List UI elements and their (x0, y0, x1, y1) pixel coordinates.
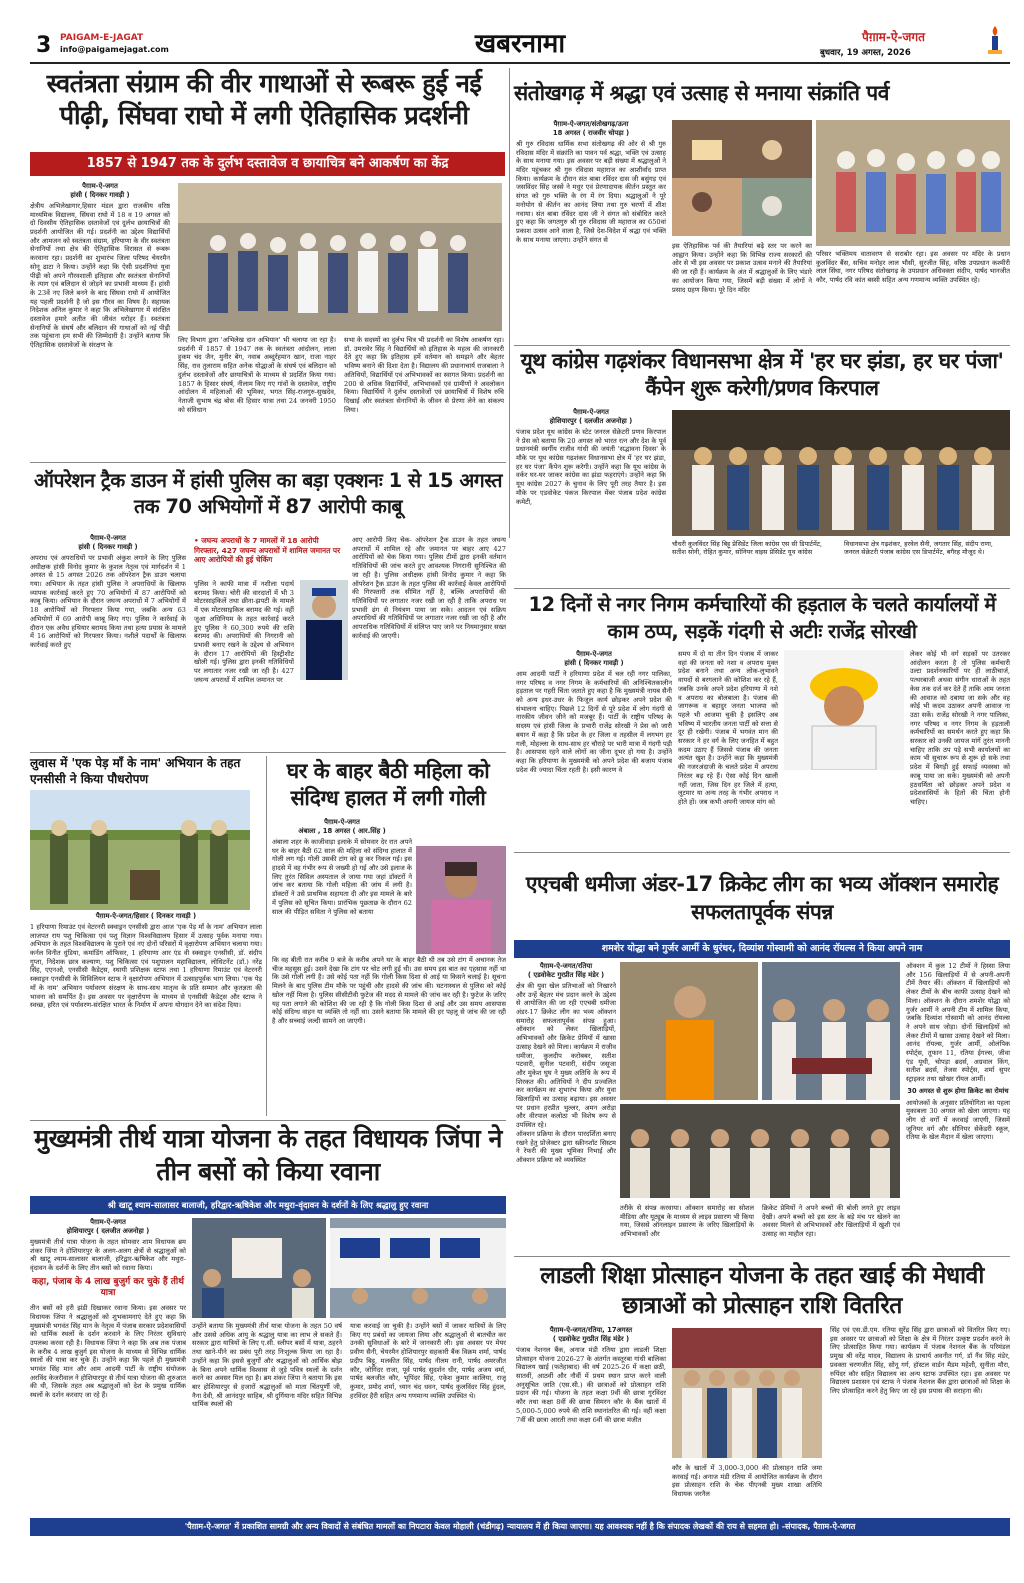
torch-logo (982, 24, 1008, 56)
a5-byline: पैग़ाम-ऐ-जगत/हिसार ( दिनकर गावड़ी ) (95, 912, 197, 920)
a2-col2: इस ऐतिहासिक पर्व की तैयारियां बढ़े स्तर पर करने का आह्वान किया। उन्होंने कहा कि विभिन्न राज्य सरकारों की ओर से भी इस अवसर पर प्रकाश उत्सव मनाने की तैयारियां की जा रही हैं। कार्यक्रम के अंत में श्रद्धालुओं के लिए भंडारे का आयोजन किया गया, जिसमें बड़ी संख्या में लोगों ने प्रसाद ग्रहण किया। पूरे दिन मंदिर (672, 242, 812, 294)
a7-col1-text: आम आदमी पार्टी ने हरियाणा प्रदेश में चल रही नगर पालिका, नगर परिषद व नगर निगम के कर्मचारियों की अनिश्चितकालीन हड़ताल पर गहरी चिंता जताते हुए कहा है कि मुख्यमंत्री नायब सैनी को अन्य इधर-उधर के फिजूल कार्य छोड़कर अपने प्रदेश की संभालना चाहिए। पिछले 12 दिनों से पूरे प्रदेश में लोग गंदगी से नारकीय जीवन जीने को मजबूर हैं। पार्टी के राष्ट्रीय परिषद के सदस्य एवं हांसी जिला के प्रभारी राजेंद्र सोरखी ने प्रेस को जारी बयान में कहा है कि प्रदेश के हर जिला व तहसील में लगभग हर गली, मोहल्ला के साथ-साथ हर चौराहे पर भारी मात्रा में गंदगी पड़ी है। आसपास रहने वाले लोगों का जीना दूभर हो गया है। उन्होंने कहा कि हरियाणा के मुख्यमंत्री को अपने प्रदेश की बजाय पंजाब प्रदेश की ज्यादा चिंता रहती है। इसी कारण वे (516, 669, 672, 774)
a8-col1-text: क्षेत्र की युवा खेल प्रतिभाओं को निखारने और उन्हें बेहतर मंच प्रदान करने के उद्देश्य से आयोजित की जा रही एएचबी धमीजा अंडर-17 क्रिकेट लीग का भव्य ऑक्शन समारोह सफलतापूर्वक संपन्न हुआ। ऑक्शन को लेकर खिलाड़ियों, अभिभावकों और क्रिकेट प्रेमियों में खासा उत्साह देखने को मिला। कार्यक्रम में राजीव धमीजा, कुलदीप करोबबर, सतीश पटवारी, सुनील पटवारी, संदीप जसूजा और मुकेश घुघ ने मुख्य अतिथि के रूप में शिरकत की। अतिथियों ने दीप प्रज्वलित कर कार्यक्रम का शुभारंभ किया और युवा खिलाड़ियों का उत्साह बढ़ाया। इस अवसर पर प्रधान हरप्रीत भुल्लर, अमन अरोड़ा और वीरपाल कलोठा भी विशेष रूप से उपस्थित रहे। (516, 981, 616, 1130)
a2-col1-text: श्री गुरु रविदास धार्मिक सभा संतोखगढ़ की ओर से श्री गुरु रविदास मंदिर में संक्रांति का पावन पर्व श्रद्धा, भक्ति एवं उत्साह के साथ मनाया गया। इस अवसर पर बड़ी संख्या में श्रद्धालुओं ने मंदिर पहुंचकर श्री गुरु रविदास महाराज का आशीर्वाद प्राप्त किया। कार्यक्रम के दौरान संत बाबा रविंदर दास जी बसुंगड़ एवं जसविंदर सिंह जस्से ने मधुर एवं प्रेरणादायक कीर्तन प्रस्तुत कर संगत को गुरु भक्ति के रंग में रंग दिया। श्रद्धालुओं ने पूरे मनोयोग से कीर्तन का आनंद लिया तथा गुरु चरणों में शीश नवाया। संत बाबा रविंदर दास जी ने संगत को संबोधित करते हुए कहा कि जगतगुरु श्री गुरु रविदास जी महाराज का 650वां प्रकाश उत्सव आने वाला है, जिसे देश-विदेश में श्रद्धा एवं भक्ति के साथ मनाया जाएगा। उन्होंने संगत से (516, 139, 666, 244)
brand-name: PAIGAM-E-JAGAT (60, 33, 144, 43)
a4-col1-text: अपराध एवं अपराधियों पर प्रभावी अंकुश लगाने के लिए पुलिस अधीक्षक हांसी विनोद कुमार के कुशल नेतृत्व एवं मार्गदर्शन में 1 अगस्त से 15 अगस्त 2026 तक ऑपरेशन ट्रैक डाउन चलाया गया। अभियान के तहत हांसी पुलिस ने अपराधियों के खिलाफ व्यापक कार्रवाई करते हुए 70 अभियोगों में 87 आरोपियों को काबू किया। अभियान के दौरान जघन्य अपराधों में 7 अभियोगों में 18 आरोपियों को गिरफ्तार किया गया, जबकि अन्य 63 अभियोगों में 69 आरोपी काबू किए गए। पुलिस ने कार्रवाई के दौरान एक अवैध हथियार बरामद किया तथा हत्या प्रयास के मामले में 16 आरोपियों को गिरफ्तार किया। नशीले पदार्थों के खिलाफ कार्रवाई करते हुए (30, 553, 186, 649)
a10-col3: सिंह एवं एस.डी.एम. रतिया सुरेंद्र सिंह द्वारा छात्राओं को वितरित किए गए। इस अवसर पर छात्राओं को शिक्षा के क्षेत्र में निरंतर उत्कृष्ट प्रदर्शन करने के लिए प्रोत्साहित किया गया। कार्यक्रम में पंजाब नेशनल बैंक के परिमंडल प्रमुख श्री वरेंद्र यादव, विद्यालय के प्राचार्य अवनीत गर्ग, डॉ नैंव सिंह मंडेर, प्रवक्ता चरणजीत सिंह, सोनू गर्ग, हॉस्टल वार्डन मैडम महेशी, सुनीता मौरा, रुपिंदर कौर सहित विद्यालय का अन्य स्टाफ उपस्थित रहा। इस अवसर पर विद्यालय प्रशासन एवं स्टाफ ने पंजाब नेशनल बैंक द्वारा छात्राओं को शिक्षा के लिए प्रोत्साहित करने हेतु किए जा रहे इस प्रयास की सराहना की। (830, 1326, 1010, 1395)
a9-col1b-text: तीन बसों को हरी झंडी दिखाकर रवाना किया। इस अवसर पर विधायक जिंपा ने श्रद्धालुओं को शुभकामनाएं देते हुए कहा कि मुख्यमंत्री भगवंत सिंह मान के नेतृत्व में पंजाब सरकार प्रदेशवासियों को धार्मिक स्थलों के दर्शन करवाने के लिए निरंतर सुविधाएं उपलब्ध करवा रही है। विधायक जिंपा ने कहा कि अब तक पंजाब के करीब 4 लाख बुजुर्ग इस योजना के माध्यम से विभिन्न धार्मिक स्थलों की यात्रा कर चुके हैं। उन्होंने कहा कि पहले ही मुख्यमंत्री भगवंत सिंह मान और आम आदमी पार्टी के राष्ट्रीय संयोजक अरविंद केजरीवाल ने होशियारपुर से तीर्थ यात्रा योजना की शुरुआत की थी, जिसके तहत अब श्रद्धालुओं को देश के प्रमुख धार्मिक स्थलों के दर्शन करवाए जा रहे हैं। (30, 1304, 186, 1400)
a5-body (30, 912, 262, 1112)
a8-byline: पैग़ाम-ऐ-जगत/रतिया ( एडवोकेट गुरप्रीत सिंह मंडेर ) (527, 962, 605, 979)
a6-headline: घर के बाहर बैठी महिला को संदिग्ध हालत में लगी गोली (286, 759, 490, 810)
a8-headline: एएचबी धमीजा अंडर-17 क्रिकेट लीग का भव्य ऑक्शन समारोह सफलतापूर्वक संपन्न (525, 872, 999, 925)
a6-col2: कि वह बीती रात करीब 9 बजे के करीब अपने घर के बाहर बैठी थी तब उसे टांग में अचानक तेज चीज महसूस हुई। उसने देखा कि टांग पर चोट लगी हुई थी। उस समय इस बात का एहसास नहीं था कि उसे गोली लगी है। उसे कोई पता नहीं कि गोली किस दिशा से आई या किसने चलाई है। सूचना मिलने के बाद पुलिस टीम मौके पर पहुंची और हादसे की जांच की। घटनास्थल से पुलिस को कोई खोल नहीं मिला है। पुलिस सीसीटीवी फुटेज की मदद से मामले की जांच कर रही है। फुटेज के जरिए यह पता लगाने की कोशिश की जा रही है कि गोली किस दिशा से आई और उस समय आसपास कोई संदिग्ध वाहन या व्यक्ति तो नहीं था। उसने बताया कि मामले की हर पहलू से जांच की जा रही है और सच्चाई जल्दी सामने आ जाएगी। (272, 956, 506, 1025)
a4-photo (300, 580, 348, 680)
a7-headline: 12 दिनों से नगर निगम कर्मचारियों की हड़ताल के चलते कार्यालयों में काम ठप्प, सड़कें गंदगी से अटीः राजेंद्र सोरखी (528, 593, 996, 643)
a9-box: कहा, पंजाब के 4 लाख बुजुर्ग कर चुके हैं तीर्थ यात्रा (32, 1276, 184, 1299)
a3-body (516, 408, 666, 584)
a10-caption: कौर के खातों में 3,000-3,000 की प्रोत्साहन राशि जमा करवाई गई। अनाज मंडी रतिया में आयोजित कार्यक्रम के दौरान इस प्रोत्साहन राशि के चेक पीएनबी मुख्य शाखा अतिथि विधायक जरनैल (672, 1464, 822, 1499)
a10-headline: लाडली शिक्षा प्रोत्साहन योजना के तहत खाई की मेधावी छात्राओं को प्रोत्साहन राशि वितरित (540, 1263, 984, 1319)
a9-col1-text: मुख्यमंत्री तीर्थ यात्रा योजना के तहत सोमवार शाम विधायक ब्रम शंकर जिंपा ने होशियारपुर के अलग-अलग क्षेत्रों से श्रद्धालुओं को श्री खाटू श्याम-सालासर बालाजी, हरिद्वार-ऋषिकेश और मथुरा-वृंदावन के दर्शनों के लिए तीन बसों को रवाना किया। (30, 1237, 186, 1273)
a3-body-text: पंजाब प्रदेश यूथ कांग्रेस के स्टेट जनरल सेक्रेटरी प्रणव किरपाल ने प्रेस को बताया कि 20 अगस्त को भारत रत्न और देश के पूर्व प्रधानमंत्री स्वर्गीय राजीव गांधी की जयंती 'सद्भावना दिवस' के मौके पर यूथ कांग्रेस गढ़शंकर विधानसभा क्षेत्र में 'हर घर झंडा, हर घर पंजा' कैंपेन शुरू करेगी। उन्होंने कहा कि यूथ कांग्रेस के वर्कर घर-घर जाकर कांग्रेस का झंडा फहराएंगे। उन्होंने कहा कि यूथ कांग्रेस 2027 के चुनाव के लिए पूरी तरह तैयार है। इस मौके पर एडवोकेट पंकज किरपाल मेंबर पंजाब प्रदेश कांग्रेस कमेटी, (516, 427, 666, 506)
a8-col1b-text: ऑक्शन प्रक्रिया के दौरान पारदर्शिता बनाए रखने हेतु प्रोजेक्टर द्वारा स्क्रीनशॉट सिस्टम ने रेफरी की मुख्य भूमिका निभाई और ऑक्शन प्रक्रिया को व्यवस्थित (516, 1129, 616, 1164)
a5-body-text: 1 हरियाणा रिमाउंट एवं वेटरनरी स्क्वाड्रन एनसीसी द्वारा आज 'एक पेड़ माँ के नाम' अभियान लाला लाजपत राय पशु चिकित्सा एवं पशु विज्ञान विश्वविद्यालय हिसार में उत्साह पूर्वक मनाया गया।अभियान के तहत विश्वविद्यालय के पुराने एवं नए दोनों परिसरों में वृक्षारोपण अभियान चलाया गया। कर्नल विनीत धुंडिया, कमांडिंग ऑफिसर, 1 हरियाणा आर एंड वी स्क्वाड्रन एनसीसी, डॉ. संदीप गुप्ता, निदेशक छात्र कल्याण, पशु चिकित्सा एवं पशुपालन महाविद्यालय, लोधिटनेंट (डॉ.) नरेंद्र सिंह, एएनओ, एनसीसी कैडेट्स, स्थायी प्रशिक्षक स्टाफ तथा 1 हरियाणा रिमाउंट एवं वेटरनरी स्क्वाड्रन एनसीसी के सिविलियन स्टाफ ने वृक्षारोपण अभियान में उत्साहपूर्वक भाग लिया। 'एक पेड़ माँ के नाम' अभियान पर्यावरण संरक्षण के साथ-साथ मातृत्व के प्रति सम्मान और कृतज्ञता की भावना को समर्पित है। इस अवसर पर वृक्षारोपण के माध्यम से एनसीसी कैडेट्स और स्टाफ ने स्वच्छ, हरित एवं पर्यावरण-संरक्षित भारत के निर्माण में अपना योगदान देने का संदेश दिया। (30, 922, 262, 1010)
a9-col2: उन्होंने बताया कि मुख्यमंत्री तीर्थ यात्रा योजना के तहत 50 वर्ष और उससे अधिक आयु के श्रद्धालु यात्रा का लाभ ले सकते हैं। सरकार द्वारा यात्रियों के लिए ए.सी. स्लीपर बसों में यात्रा, ठहरने तथा खाने-पीने का प्रबंध पूरी तरह निःशुल्क किया जा रहा है। उन्होंने कहा कि इससे बुजुर्गों और श्रद्धालुओं को आर्थिक बोझ के बिना अपने धार्मिक विश्वास से जुड़े पवित्र स्थलों के दर्शन करने का अवसर मिल रहा है। ब्रम शंकर जिंपा ने बताया कि इस बार होशियारपुर से हजारों श्रद्धालुओं को माता चिंतपूर्णी जी, नैना देवी, श्री आनंदपुर साहिब, श्री दुर्गियाना मंदिर सहित विभिन्न धार्मिक स्थलों की (192, 1322, 342, 1409)
a2-photo-right (816, 120, 1010, 246)
a7-photo (784, 650, 904, 770)
a7-col2: समय में दो या तीन दिन पंजाब में जाकर वहां की जनता को नशा व अपराध मुक्त प्रदेश बनाने तथा अन्य लोक-लुभावने वायदों से बरगलाने की कोशिश कर रहे हैं, जबकि उनके अपने प्रदेश हरियाणा में नशे व अपराध का बोलबाला है। पंजाब की जागरूक व बहादुर जनता भाजपा को पहले भी आजमा चुकी है इसलिए अब भविष्य में भारतीय जनता पार्टी को सत्ता से दूर ही रखेगी। पंजाब में भगवंत मान की सरकार ने हर वर्ग के लिए जनहित में बहुत कदम उठाए हैं जिससे पंजाब की जनता अत्यंत खुश है। उन्होंने कहा कि मुख्यमंत्री की नजरअंदाजी के चलते प्रदेश में अपराध निरंतर बढ़ रहे हैं। ऐसा कोई दिन खाली नहीं जाता, जिस दिन हर जिले में हत्या, लूटमार या अन्य तरह के गंभीर अपराध न होते हों। जब कभी अपनी जायज मांग को (678, 650, 778, 806)
a8-col1 (516, 962, 616, 1252)
brand-email[interactable]: info@paigamejagat.com (60, 45, 169, 54)
a2-headline: संतोखगढ़ में श्रद्धा एवं उत्साह से मनाया संक्रांति पर्व (514, 81, 889, 105)
a6-col1 (272, 818, 412, 954)
a4-col1 (30, 534, 186, 748)
a9-photo-2 (330, 1218, 506, 1318)
a10-photo (672, 1328, 822, 1458)
a4-col3: आए आरोपी किए चेक- ऑपरेशन ट्रैक डाउन के तहत जघन्य अपराधों में शामिल रहे और जमानत पर बाहर आए 427 आरोपियों को चेक किया गया। पुलिस टीमों द्वारा इनकी वर्तमान गतिविधियों की जांच करते हुए आवश्यक निगरानी सुनिश्चित की जा रही है। पुलिस अधीक्षक हांसी विनोद कुमार ने कहा कि ऑपरेशन ट्रैक डाउन के तहत पुलिस की कार्रवाई केवल आरोपियों की गिरफ्तारी तक सीमित नहीं है, बल्कि अपराधियों की गतिविधियों पर लगातार नजर रखी जा रही है ताकि अपराध पर प्रभावी ढंग से नियंत्रण पाया जा सके। आदतन एवं सक्रिय अपराधियों की गतिविधियों पर लगातार नजर रखी जा रही है और आपराधिक गतिविधियों में संलिप्त पाए जाने पर नियमानुसार सख्त कार्रवाई की जाएगी। (352, 536, 506, 640)
a10-byline: पैग़ाम-ऐ-जगत/रतिया, 17अगस्त ( एडवोकेट गुरप्रीत सिंह मंडेर ) (549, 1326, 633, 1343)
footer-disclaimer: 'पैग़ाम-ऐ-जगत' में प्रकाशित सामग्री और अन्य विवादों से संबंधित मामलों का निपटारा केवल मोहाली (चंडीगढ़) न्यायालय में ही किया जाएगा। यह आवश्यक नहीं है कि संपादक लेखकों की राय से सहमत हो। -संपादक, पैग़ाम-ऐ-जगत (30, 1518, 1010, 1536)
brand-hindi: पैग़ाम-ऐ-जगत (862, 30, 925, 44)
a3-headline: यूथ कांग्रेस गढ़शंकर विधानसभा क्षेत्र में 'हर घर झंडा, हर घर पंजा' कैंपेन शुरू करेगी/प्रणव किरपाल (520, 349, 1004, 401)
a7-col1 (516, 650, 672, 848)
page-number: 3 (36, 33, 52, 58)
a1-col2: लिए विभाग द्वारा 'अभिलेख दान अभियान' भी चलाया जा रहा है। प्रदर्शनी में 1857 से 1947 तक के स्वतंत्रता आंदोलन, लाला हुकम चंद जैन, मुनीर बेग, नवाब अब्दुर्रहमान खान, राजा नाहर सिंह, राव तुलाराम सहित अनेक योद्धाओं के संघर्ष एवं बलिदान को दुर्लभ दस्तावेजों और छायाचित्रों के माध्यम से प्रदर्शित किया गया। 1857 के हिसार संघर्ष, नीलाम किए गए गांवों के दस्तावेज, राष्ट्रीय आंदोलन में महिलाओं की भूमिका, भगत सिंह-राजगुरु-सुखदेव, नेताजी सुभाष चंद्र बोस की हिसार यात्रा तथा 24 जनवरी 1950 को संविधान (178, 336, 336, 414)
a4-col2: पुलिस ने काफी मात्रा में नशीला पदार्थ बरामद किया। चोरी की वारदातों में भी 3 मोटरसाइकिलें तथा छीना-झपटी के मामले में एक मोटरसाइकिल बरामद की गई। वहीं जुआ अधिनियम के तहत कार्रवाई करते हुए पुलिस ने 60,300 रुपये की राशि बरामद की। अपराधियों की निगरानी को प्रभावी बनाए रखने के उद्देश्य से अभियान के दौरान 17 आरोपियों की हिस्ट्रीशीट खोली गई। पुलिस द्वारा इनकी गतिविधियों पर लगातार नजर रखी जा रही है। 427 जघन्य अपराधों में शामिल जमानत पर (194, 580, 294, 684)
a4-highlight: • जघन्य अपराधों के 7 मामलों में 18 आरोपी गिरफ्तार, 427 जघन्य अपराधों में शामिल जमानत पर आए आरोपियों की हुई चेकिंग (194, 536, 341, 565)
a3-photo (672, 410, 1010, 536)
a2-photo-left (672, 120, 812, 236)
a8-col4-text: ऑक्शन में कुल 12 टीमों ने हिस्सा लिया और 156 खिलाड़ियों में से अपनी-अपनी टीमें तैयार कीं। ऑक्शन में खिलाड़ियों को लेकर टीमों के बीच काफी उत्साह देखने को मिला। ऑक्शन के दौरान शमशेर योद्धा को गुर्जर आर्मी ने अपनी टीम में शामिल किया, जबकि दिव्यांश गोस्वामी को आनंद रॉयल्स ने अपने साथ जोड़ा। दोनों खिलाड़ियों को लेकर टीमों में खासा उत्साह देखने को मिला। आनंद रॉयल्स, गुर्जर आर्मी, ओलंपिक स्पोर्ट्स, तूफान 11, रतिया ईगल्स, जीवा एंड यूथी, चोपड़ा ब्रदर्स, अग्रवाल किंग, सतीश ब्रदर्स, तेजस स्पोर्ट्स, शर्मा सुपर स्ट्राइकर तथा खोखर रॉयल आर्मी। (906, 962, 1010, 1084)
a8-photo-2 (762, 962, 900, 1100)
a1-photo (178, 183, 502, 331)
a8-subheading: 30 अगस्त से शुरू होगा क्रिकेट का रोमांच (907, 1086, 1009, 1095)
a4-headline: ऑपरेशन ट्रैक डाउन में हांसी पुलिस का बड़ा एक्शनः 1 से 15 अगस्त तक 70 अभियोगों में 87 आरोपी काबू (34, 469, 502, 519)
a8-col4 (906, 962, 1010, 1252)
a10-col1 (516, 1326, 666, 1512)
a8-subhead: शमशेर योद्धा बने गुर्जर आर्मी के धुरंधर, दिव्यांश गोस्वामी को आनंद रॉयल्स ने किया अपने नाम (514, 940, 1010, 958)
a1-col1-text: क्षेत्रीय अभिलेखागार,हिसार मंडल द्वारा राजकीय वरिष्ठ माध्यमिक विद्यालय, सिंघवा राघो में 18 व 19 अगस्त को दो दिवसीय ऐतिहासिक दस्तावेजों एवं दुर्लभ छायाचित्रों की प्रदर्शनी आयोजित की गई। प्रदर्शनी का उद्देश्य विद्यार्थियों और आमजन को स्वतंत्रता संग्राम, हरियाणा के वीर स्वतंत्रता सेनानियों तथा क्षेत्र की ऐतिहासिक विरासत से रूबरू करवाना रहा। प्रदर्शनी का शुभारंभ जिला परिषद चेयरमैन सोनू ढाटा ने किया। उन्होंने कहा कि ऐसी प्रदर्शनियां युवा पीढ़ी को अपने गौरवशाली इतिहास और स्वतंत्रता सेनानियों के त्याग एवं बलिदान से जोड़ने का प्रभावी माध्यम हैं। हांसी के 23वें नए जिले बनने के बाद सिंघवा राघो में आयोजित यह पहली प्रदर्शनी है जो इस गौरव का विषय है। सहायक निदेशक अनिल कुमार ने कहा कि अभिलेखागार में संरक्षित दस्तावेज हमारे अतीत की जीवंत धरोहर हैं। स्वतंत्रता सेनानियों के संघर्ष और बलिदान की गाथाओं को नई पीढ़ी तक पहुंचाना हम सभी की जिम्मेदारी है। उन्होंने बताया कि ऐतिहासिक दस्तावेजों के संरक्षण के (30, 201, 170, 350)
issue-date: बुधवार, 19 अगस्त, 2026 (820, 48, 911, 58)
a1-col3: सभा के सदस्यों का दुर्लभ चित्र भी प्रदर्शनी का विशेष आकर्षण रहा। डॉ. उमरावेर सिंह ने विद्यार्थियों को इतिहास के महत्व की जानकारी देते हुए कहा कि इतिहास हमें वर्तमान को समझने और बेहतर भविष्य बनाने की दिशा देता है। विद्यालय की प्रधानाचार्य राजबाला ने अतिथियों, विद्यार्थियों एवं अभिभावकों का स्वागत किया। प्रदर्शनी का 200 से अधिक विद्यार्थियों, अभिभावकों एवं ग्रामीणों ने अवलोकन किया। विद्यार्थियों ने दुर्लभ दस्तावेजों एवं छायाचित्रों में विशेष रुचि दिखाई और स्वतंत्रता सेनानियों के जीवन से प्रेरणा लेने का संकल्प लिया। (344, 336, 504, 414)
a6-col1-text: अंबाला शहर के काजीवाड़ा इलाके में सोमवार देर रात अपने घर के बाहर बैठी 62 साल की महिला को संदिग्ध हालात में गोली लग गई। गोली उसकी टांग को छू कर निकल गई। इस हादसे में वह गंभीर रूप से जख्मी हो गई और उसे इलाज के लिए तुरंत सिविल अस्पताल ले जाया गया जहां डॉक्टरों ने जांच कर बताया कि गोली महिला की जांघ में लगी है। डॉक्टरों ने उसे प्राथमिक सहायता दी और इस मामले के बारे में पुलिस को सूचित किया। प्रारंभिक पूछताछ के दौरान 62 साल की पीड़ित सविता ने पुलिस को बताया (272, 837, 412, 916)
a9-subhead: श्री खाटू श्याम-सालासर बालाजी, हरिद्वार-ऋषिकेश और मथुरा-वृंदावन के दर्शनों के लिए श्रद्धालु हुए रवाना (30, 1196, 506, 1214)
a5-headline: लुवास में 'एक पेड़ माँ के नाम' अभियान के तहत एनसीसी ने किया पौधरोपण (30, 756, 241, 786)
a9-headline: मुख्यमंत्री तीर्थ यात्रा योजना के तहत विधायक जिंपा ने तीन बसों को किया रवाना (34, 1124, 502, 1186)
a9-col1 (30, 1218, 186, 1510)
a3-byline: पैग़ाम-ऐ-जगत होशियारपुर ( दलजीत अजनोहा ) (549, 408, 633, 425)
a8-photo-3 (620, 1104, 900, 1198)
a9-byline: पैग़ाम-ऐ-जगत होशियारपुर ( दलजीत अजनोहा ) (66, 1218, 150, 1235)
a8-col2: तरीके से संपन्न करवाया। ऑक्शन समारोह का सोशल मीडिया और यूट्यूब के माध्यम से लाइव प्रसारण भी किया गया, जिससे ऑनलाइन प्रसारण के जरिए खिलाड़ियों के अभिभावकों और (620, 1204, 754, 1239)
masthead (0, 0, 1024, 72)
a1-col1 (30, 182, 170, 460)
a9-photo-1 (192, 1218, 326, 1318)
a3-caption-1: चौधरी कुलविंदर सिंह बिट्टू प्रेसिडेंट जिला कांग्रेस एस सी डिपार्टमेंट, सतीश सोनी, रोहित कुमार, सोनियर वाइस प्रेसिडेंट यूथ कांग्रेस (672, 540, 823, 557)
a5-photo (30, 790, 250, 910)
a8-col3: क्रिकेट प्रेमियों ने अपने बच्चों की बोली लगते हुए लाइव देखी। अपने बच्चों को इस स्तर के बड़े मंच पर खेलने का अवसर मिलने से अभिभावकों और खिलाड़ियों में खुशी एवं उत्साह का माहौल रहा। (762, 1204, 900, 1239)
a2-col1 (516, 120, 666, 342)
a8-col4b-text: आयोजकों के अनुसार प्रतियोगिता का पहला मुकाबला 30 अगस्त को खेला जाएगा। यह लीग दो वर्गों में करवाई जाएगी, जिसमें जूनियर वर्ग और सीनियर सेकेंडरी स्कूल, रतिया के खेल मैदान में खेला जाएगा। (906, 1098, 1010, 1142)
a2-byline: पैग़ाम-ऐ-जगत/संतोखगढ़/ऊना 18 अगस्त ( राजवीर चोपड़ा ) (552, 120, 630, 137)
a7-byline: पैग़ाम-ऐ-जगत हांसी ( दिनकर गावड़ी ) (564, 650, 624, 667)
a3-caption-2: विधानसभा क्षेत्र गढ़शंकर, हरवेल सैनी, जगतार सिंह, संदीप राणा, जनरल सेक्रेटरी पंजाब कांग्रेस एस डिपार्टमेंट, बगैरह मौजूद थे। (844, 540, 993, 557)
section-title: खबरनामा (474, 29, 566, 59)
a2-col3: परिसर भक्तिमय वातावरण से सराबोर रहा। इस अवसर पर मंदिर के प्रधान कुलविंदर बैंस, सचिव मनोहर लाल भौसी, सुरजीत सिंह, वरिष्ठ उपप्रधान कश्मीरी लाल सिंघा, नगर परिषद संतोखगढ़ के उपप्रधान अधिवक्ता संदीप, पार्षद भानजीत कौर, पार्षद रवि कांत बस्सी सहित अन्य गणमान्य व्यक्ति उपस्थित रहे। (816, 250, 1010, 285)
a1-subhead: 1857 से 1947 तक के दुर्लभ दस्तावेज व छायाचित्र बने आकर्षण का केंद्र (30, 152, 505, 176)
a6-byline: पैग़ाम-ऐ-जगत अंबाला , 18 अगस्त ( आर.सिंह ) (298, 818, 386, 835)
a1-byline: पैग़ाम-ऐ-जगत हांसी ( दिनकर गावड़ी ) (70, 182, 130, 199)
a9-col3: यात्रा करवाई जा चुकी है। उन्होंने बसों में जाकर यात्रियों के लिए किए गए प्रबंधों का जायजा लिया और श्रद्धालुओं से बातचीत कर उनकी सुविधाओं के बारे में जानकारी ली। इस अवसर पर मेयर प्रवीण सैनी, चेयरमैन होशियारपुर सहकारी बैंक विक्रम शर्मा, पार्षद प्रदीप बिट्टू, मलकीत सिंह, पार्षद नीलम रानी, पार्षद अमरजीत कौर, जोगिंदर राजा, पूर्व पार्षद सुदर्शन धीर, पार्षद अजय वर्मा, पार्षद बलजीत कौर, भूपिंदर सिंह, एकेश कुमार कालिया, राजू कुमार, प्रमोद शर्मा, ध्यान चंद धवन, पार्षद कुलविंदर सिंह हुंदल, हरविंदर हैरी सहित अन्य गणमान्य व्यक्ति उपस्थित थे। (350, 1322, 506, 1400)
a1-headline: स्वतंत्रता संग्राम की वीर गाथाओं से रूबरू हुई नई पीढ़ी, सिंघवा राघो में लगी ऐतिहासिक प्रदर्शनी (46, 69, 482, 132)
a6-photo (416, 846, 506, 954)
a4-byline: पैग़ाम-ऐ-जगत हांसी ( दिनकर गावड़ी ) (78, 534, 138, 551)
a7-col3: लेकर कोई भी वर्ग सड़कों पर उतरकर आंदोलन करता है तो पुलिस कर्मचारी उल्टा प्रदर्शनकारियों पर ही लाठीचार्ज, पत्थरबाजी अथवा संगीन धाराओं के तहत केस तक दर्ज कर देते हैं ताकि आम जनता की आवाज को दबाया जा सके और वह कोई भी कदम उठाकर अपनी आवाज ना उठा सकें। राजेंद्र सोरखी ने नगर पालिका, नगर परिषद व नगर निगम के हड़ताली कर्मचारियों का समर्थन करते हुए कहा कि सरकार को उनकी जायज मांगें तुरंत माननी चाहिए ताकि ठप पड़े सभी कार्यालयों का काम भी सुचारू रूप से शुरू हो सके तथा प्रदेश में बिगड़ी हुई सफाई व्यवस्था को काबू पाया जा सके। मुख्यमंत्री को अपनी हठधर्मिता को छोड़कर अपने प्रदेश व प्रदेशवासियों के हितों की चिंता होनी चाहिए। (910, 650, 1010, 806)
a8-photo-1 (620, 962, 758, 1100)
a10-col1-text: पंजाब नेशनल बैंक, अनाज मंडी रतिया द्वारा लाडली शिक्षा प्रोत्साहन योजना 2026-27 के अंतर्गत कस्तूरबा गांधी बालिका विद्यालय खाई (फतेहाबाद) की वर्ष 2025-26 में कक्षा छठी, सातवीं, आठवीं और नौवीं में प्रथम स्थान प्राप्त करने वाली अनुसूचित जाति (एस.सी.) की छात्राओं को प्रोत्साहन राशि प्रदान की गई। योजना के तहत कक्षा 9वीं की छात्रा गुरविंदर कौर तथा कक्षा 8वीं की छात्रा सिमरन कौर के बैंक खातों में 5,000-5,000 रुपये की राशि स्थानांतरित की गई। वहीं कक्षा 7वीं की छात्रा आरती तथा कक्षा 6वीं की छात्रा मंजीत (516, 1345, 666, 1424)
